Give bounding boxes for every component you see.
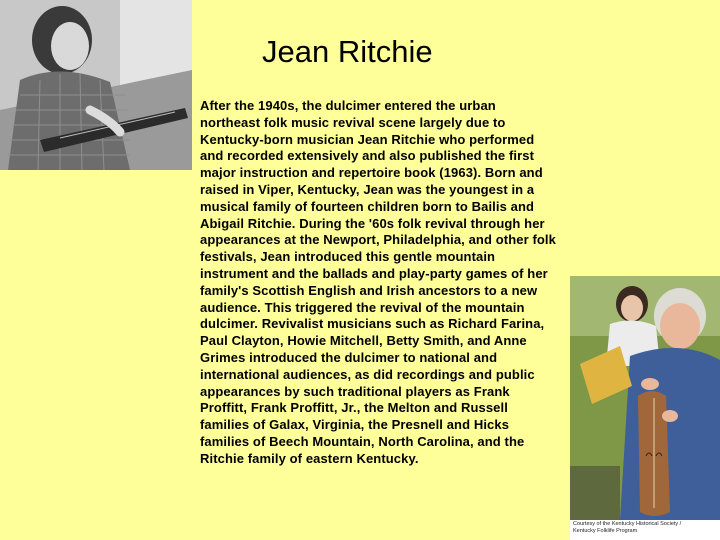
photo-young-jean-ritchie-image [0,0,192,170]
photo-credit-line-2: Kentucky Folklife Program [573,528,638,534]
photo-older-jean-ritchie-image [570,276,720,520]
photo-young-jean-ritchie [0,0,192,170]
slide-title: Jean Ritchie [262,34,433,69]
photo-credit-line-1: Courtesy of the Kentucky Historical Society / [573,521,682,527]
slide-body-text: After the 1940s, the dulcimer entered the urban northeast folk music revival scene largely due to Kentucky-born musician Jean Ritchie who performed and recorded extensively and also published the first major instruction and repertoire book (1963). Born and raised in Viper, Kentucky, Jean was the youngest in a musical family of fourteen children born to Bailis and Abigail Ritchie. During the '60s folk revival through her appearances at the Newport, Philadelphia, and other folk festivals, Jean introduced this gentle mountain instrument and the ballads and play-party games of her family's Scottish English and Irish ancestors to a new audience. This triggered the revival of the mountain dulcimer. Revivalist musicians such as Richard Farina, Paul Clayton, Howie Mitchell, Betty Smith, and Anne Grimes introduced the dulcimer to national and international audiences, as did recordings and public appearances by such traditional players as Frank Proffitt, Frank Proffitt, Jr., the Melton and Russell families of Galax, Virginia, the Presnell and Hicks families of Beech Mountain, North Carolina, and the Ritchie family of eastern Kentucky. [200,98,556,466]
photo-older-jean-ritchie [570,276,720,520]
photo-credit [570,520,720,540]
